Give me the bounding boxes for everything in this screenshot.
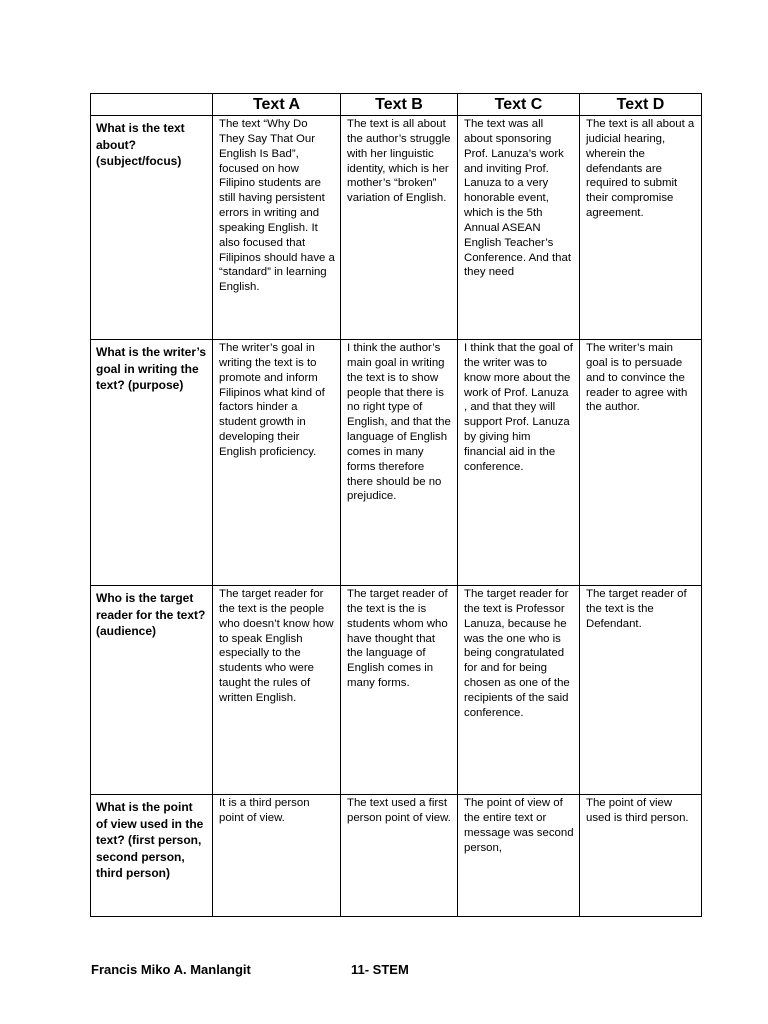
table-cell: The text is all about the author’s struggle with her linguistic identity, which is her mother’s “broken” variation of English. [341,116,458,340]
row-question: What is the writer’s goal in writing the text? (purpose) [91,340,213,586]
table-cell: I think that the goal of the writer was to know more about the work of Prof. Lanuza , and that they will support Prof. Lanuza by giving him financial aid in the conference. [458,340,580,586]
header-text-c: Text C [458,94,580,116]
table-cell: The target reader for the text is the people who doesn’t know how to speak English especially to the students who were taught the rules of written English. [213,586,341,795]
table-cell: The writer’s goal in writing the text is to promote and inform Filipinos what kind of factors hinder a student growth in developing their English proficiency. [213,340,341,586]
class-section: 11- STEM [351,962,409,977]
table-cell: The text was all about sponsoring Prof. Lanuza’s work and inviting Prof. Lanuza to a very honorable event, which is the 5th Annual ASEAN English Teacher’s Conference. And that they need [458,116,580,340]
table-cell: The text used a first person point of view. [341,795,458,917]
header-corner [91,94,213,116]
header-text-a: Text A [213,94,341,116]
table-row [91,795,702,917]
header-row [91,94,702,116]
table-row [91,586,702,795]
table-cell: The target reader of the text is the Defendant. [580,586,702,795]
table-cell: The text “Why Do They Say That Our English Is Bad”, focused on how Filipino students are still having persistent errors in writing and speaking English. It also focused that Filipinos should have a “standard” in learning English. [213,116,341,340]
table-cell: The text is all about a judicial hearing, wherein the defendants are required to submit their compromise agreement. [580,116,702,340]
table-cell: The point of view used is third person. [580,795,702,917]
table-cell: The writer’s main goal is to persuade and to convince the reader to agree with the author. [580,340,702,586]
row-question: Who is the target reader for the text? (audience) [91,586,213,795]
row-question: What is the text about? (subject/focus) [91,116,213,340]
table-cell: I think the author’s main goal in writing the text is to show people that there is no right type of English, and that the language of English comes in many forms therefore there should be no prejudice. [341,340,458,586]
table-cell: The point of view of the entire text or message was second person, [458,795,580,917]
row-question: What is the point of view used in the text? (first person, second person, third person) [91,795,213,917]
table-cell: The target reader of the text is the is students whom who have thought that the language of English comes in many forms. [341,586,458,795]
author-name: Francis Miko A. Manlangit [91,962,251,977]
header-text-b: Text B [341,94,458,116]
table-row [91,340,702,586]
table-cell: It is a third person point of view. [213,795,341,917]
table-row [91,116,702,340]
header-text-d: Text D [580,94,702,116]
table-cell: The target reader for the text is Professor Lanuza, because he was the one who is being congratulated for and for being chosen as one of the recipients of the said conference. [458,586,580,795]
analysis-table [90,93,702,917]
